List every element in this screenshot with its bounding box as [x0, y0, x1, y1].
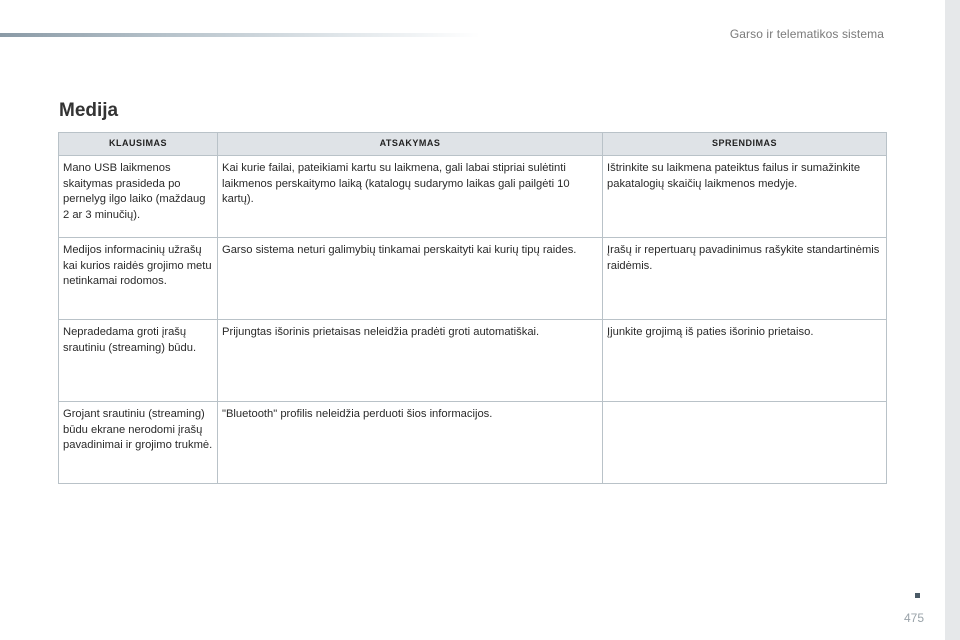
answer-cell: Prijungtas išorinis prietaisas neleidžia pradėti groti automatiškai. — [218, 320, 603, 402]
page-marker-square — [915, 593, 920, 598]
question-cell: Nepradedama groti įrašų srautiniu (streaming) būdu. — [59, 320, 218, 402]
page-title: Medija — [59, 100, 119, 121]
page-edge-strip — [945, 0, 960, 640]
page-number: 475 — [904, 611, 925, 625]
column-header-solution: SPRENDIMAS — [603, 133, 887, 156]
section-header-title: Garso ir telematikos sistema — [729, 27, 884, 41]
answer-cell: Kai kurie failai, pateikiami kartu su laikmena, gali labai stipriai sulėtinti laikmenos perskaitymo laiką (katalogų sudarymo laikas gali pailgėti 10 kartų). — [218, 156, 603, 238]
question-cell: Grojant srautiniu (streaming) būdu ekrane nerodomi įrašų pavadinimai ir grojimo trukmė. — [59, 402, 218, 484]
faq-table — [58, 132, 887, 484]
table-row — [59, 156, 887, 238]
solution-cell: Įjunkite grojimą iš paties išorinio prietaiso. — [603, 320, 887, 402]
question-cell: Medijos informacinių užrašų kai kurios raidės grojimo metu netinkamai rodomos. — [59, 238, 218, 320]
answer-cell: "Bluetooth" profilis neleidžia perduoti šios informacijos. — [218, 402, 603, 484]
column-header-question: KLAUSIMAS — [59, 133, 218, 156]
question-cell: Mano USB laikmenos skaitymas prasideda po pernelyg ilgo laiko (maždaug 2 ar 3 minučių). — [59, 156, 218, 238]
table-row — [59, 320, 887, 402]
solution-cell: Įrašų ir repertuarų pavadinimus rašykite standartinėmis raidėmis. — [603, 238, 887, 320]
table-header-row — [59, 133, 887, 156]
solution-cell — [603, 402, 887, 484]
header-decorative-bar — [0, 33, 480, 37]
answer-cell: Garso sistema neturi galimybių tinkamai perskaityti kai kurių tipų raides. — [218, 238, 603, 320]
table-row — [59, 402, 887, 484]
solution-cell: Ištrinkite su laikmena pateiktus failus ir sumažinkite pakatalogių skaičių laikmenos medyje. — [603, 156, 887, 238]
table-row — [59, 238, 887, 320]
column-header-answer: ATSAKYMAS — [218, 133, 603, 156]
